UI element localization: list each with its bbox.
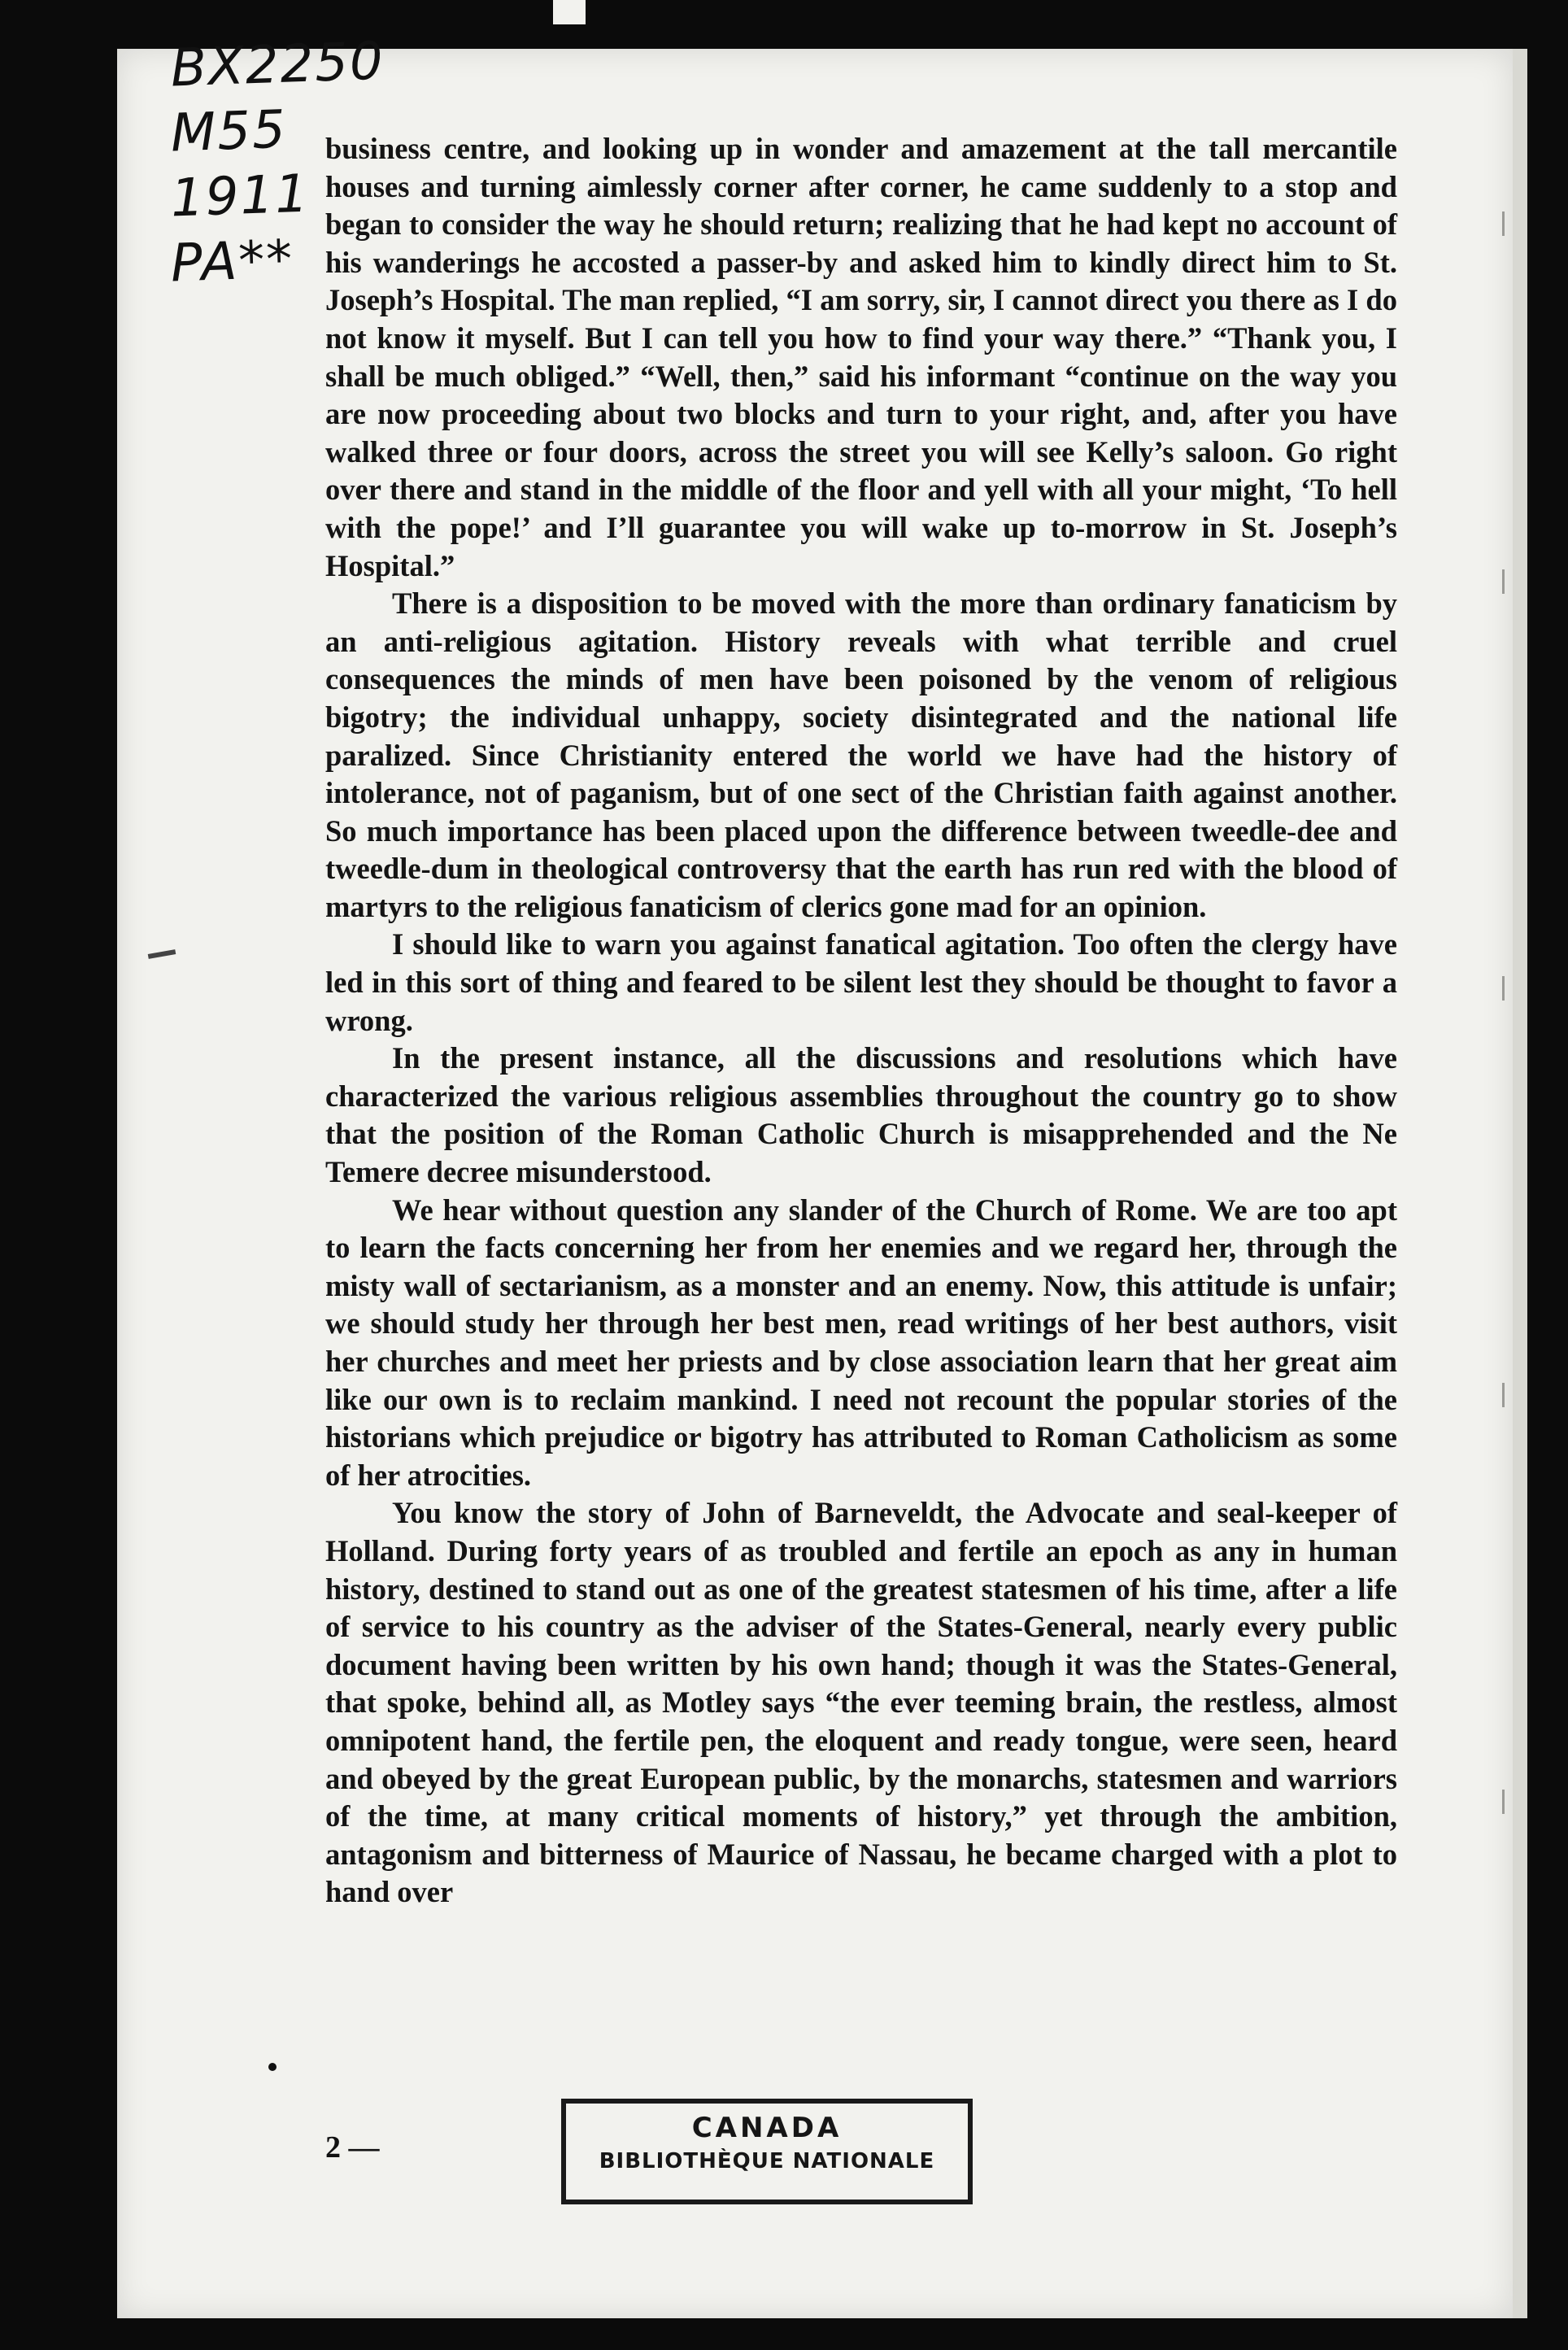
paragraph: business centre, and looking up in wonder and amazement at the tall mercantile houses and turning aimlessly corner after corner, he came suddenly to a stop and began to consider the way he should return; realizing that he had kept no account of his wanderings he accosted a passer-by and asked him to kindly direct him to St. Joseph’s Hospital. The man replied, “I am sorry, sir, I cannot direct you there as I do not know it myself. But I can tell you how to find your way there.” “Thank you, I shall be much obliged.” “Well, then,” said his informant “continue on the way you are now proceeding about two blocks and turn to your right, and, after you have walked three or four doors, across the street you will see Kelly’s saloon. Go right over there and stand in the middle of the floor and yell with all your might, ‘To hell with the pope!’ and I’ll guarantee you will wake up to-morrow in St. Joseph’s Hospital.” xyxy=(325,132,1397,582)
edge-tick xyxy=(1502,569,1505,594)
call-number-line: M55 xyxy=(169,99,288,164)
edge-tick xyxy=(1502,976,1505,1001)
paragraph: There is a disposition to be moved with the more than ordinary fanaticism by an anti-religious agitation. History reveals with what terrible and cruel consequences the minds of men have been poisoned by the venom of religious bigotry; the individual unhappy, society disintegrated and the national life paralized. Since Christianity entered the world we have had the history of intolerance, not of paganism, but of one sect of the Christian faith against another. So much importance has been placed upon the difference between tweedle-dee and tweedle-dum in theological controversy that the earth has run red with the blood of martyrs to the religious fanaticism of clerics gone mad for an opinion. xyxy=(325,586,1397,923)
edge-tick xyxy=(1502,1383,1505,1407)
page-notch xyxy=(553,0,586,24)
paragraph: In the present instance, all the discussions and resolutions which have characterized the various religious assemblies throughout the country go to show that the position of the Roman Catholic Church is misapprehended and the Ne Temere decree misunderstood. xyxy=(325,1041,1397,1189)
body-text xyxy=(325,130,1397,1912)
paragraph: I should like to warn you against fanatical agitation. Too often the clergy have led in this sort of thing and feared to be silent lest they should be thought to favor a wrong. xyxy=(325,927,1397,1037)
stamp-line: CANADA xyxy=(691,2112,843,2144)
edge-tick xyxy=(1502,1790,1505,1814)
page-number: 2 — xyxy=(325,2130,380,2165)
call-number-line: BX2250 xyxy=(169,31,385,99)
page-edge xyxy=(1513,49,1527,2318)
paragraph: We hear without question any slander of the Church of Rome. We are too apt to learn the facts concerning her from her enemies and we regard her, through the misty wall of sectarianism, as a monster and an enemy. Now, this attitude is unfair; we should study her through her best men, read writings of her best authors, visit her churches and meet her priests and by close association learn that her great aim like our own is to reclaim mankind. I need not recount the popular stories of the historians which prejudice or bigotry has attributed to Roman Catholicism as some of her atrocities. xyxy=(325,1192,1397,1492)
library-stamp xyxy=(561,2099,973,2204)
call-number-line: 1911 xyxy=(169,163,311,229)
edge-tick xyxy=(1502,211,1505,236)
call-number-line: PA** xyxy=(169,229,295,294)
stamp-line: BIBLIOTHÈQUE NATIONALE xyxy=(599,2149,935,2173)
paragraph: You know the story of John of Barneveldt, the Advocate and seal-keeper of Holland. During forty years of as troubled and fertile an epoch as any in human history, destined to stand out as one of the greatest statesmen of his time, after a life of service to his country as the adviser of the States-General, nearly every public document having been written by his own hand; though it was the States-General, that spoke, behind all, as Motley says “the ever teeming brain, the restless, almost omnipotent hand, the fertile pen, the eloquent and ready tongue, were seen, heard and obeyed by the great European public, by the monarchs, statesmen and warriors of the time, at many critical moments of history,” yet through the ambition, antagonism and bitterness of Maurice of Nassau, he became charged with a plot to hand over xyxy=(325,1496,1397,1909)
ink-dot xyxy=(268,2063,277,2071)
